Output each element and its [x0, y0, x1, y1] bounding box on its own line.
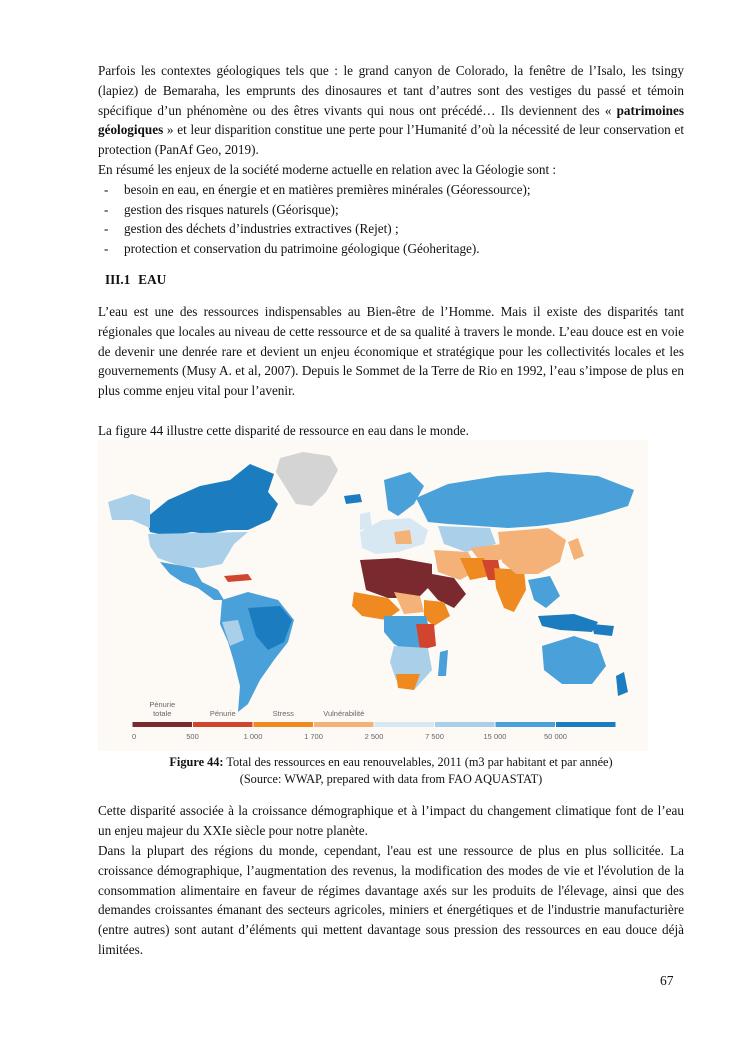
legend-swatch [314, 722, 374, 727]
legend-tick-label: 50 000 [544, 732, 567, 741]
figure-reference: La figure 44 illustre cette disparité de ressource en eau dans le monde. [98, 423, 469, 438]
section-title: EAU [138, 272, 167, 287]
bullet-dash: - [104, 240, 109, 256]
legend-swatch [556, 722, 616, 727]
water-paragraph: L’eau est une des ressources indispensables au Bien-être de l’Homme. Mais il existe des disparités tant régionales que locales au niveau de cette ressource et de sa qualité à travers le monde. L’eau douce est en voie de devenir une denrée rare et devient un enjeu économique et stratégique pour les collectivités locales et les gouvernements (Musy A. et al, 2007). Depuis le Sommet de la Terre de Rio en 1992, l’eau s’impose de plus en plus comme enjeu vital pour l’avenir. [98, 304, 684, 399]
legend-category-label: Pénurie totale [149, 700, 176, 718]
legend-tick-label: 2 500 [364, 732, 384, 741]
south-africa-shape [396, 674, 420, 690]
new-zealand-shape [616, 672, 628, 696]
intro-bold-term: patrimoines géologiques [98, 102, 684, 138]
north-africa-shape [360, 558, 432, 598]
list-item: - besoin en eau, en énergie et en matières premières minérales (Géoressource); [98, 180, 684, 200]
china-shape [498, 528, 566, 574]
scandinavia-shape [384, 472, 424, 516]
legend-swatch [496, 722, 556, 727]
bullet-dash: - [104, 221, 109, 237]
legend-swatch [193, 722, 253, 727]
page-number: 67 [660, 973, 674, 988]
disparity-paragraph: Cette disparité associée à la croissance démographique et à l’impact du changement climatique font de l’eau un enjeu majeur du XXIe siècle pour notre planète. [98, 803, 684, 838]
list-item: - gestion des risques naturels (Géorisque); [98, 200, 684, 220]
canada-shape [146, 464, 278, 536]
indonesia-shape [538, 614, 598, 632]
southeast-asia-shape [528, 576, 560, 608]
russia-shape [416, 472, 634, 528]
legend-category-label: Vulnérabilité [323, 709, 365, 718]
india-shape [494, 568, 526, 612]
list-item: - gestion des déchets d’industries extractives (Rejet) ; [98, 219, 684, 239]
intro-text-1: Parfois les contextes géologiques tels que : le grand canyon de Colorado, la fenêtre de l’Isalo, les tsingy (lapiez) de Bemaraha, les emprunts des dinosaures et tant d’autres sont des vestiges du passé et témoin spécifique d’un phénomène ou des êtres vivants qui nous ont précédé… Ils deviennent des « [98, 63, 684, 118]
intro-paragraph [98, 61, 684, 160]
legend-tick-label: 15 000 [483, 732, 507, 741]
legend-swatch [133, 722, 193, 727]
alaska-shape [108, 494, 150, 528]
mexico-shape [160, 562, 224, 600]
water-resources-figure [98, 440, 648, 751]
png-shape [592, 624, 614, 636]
summary-paragraph: En résumé les enjeux de la société moderne actuelle en relation avec la Géologie sont : [98, 162, 557, 177]
caption-text: Total des ressources en eau renouvelables, 2011 (m3 par habitant et par année) [223, 755, 613, 769]
figure-caption [98, 754, 684, 771]
australia-shape [542, 636, 606, 684]
pressure-paragraph: Dans la plupart des régions du monde, cependant, l'eau est une ressource de plus en plus sollicitée. La croissance démographique, l’augmentation des revenus, la modification des modes de vie et l'évolution de la consommation alimentaire en faveur de régimes davantage axés sur les produits de l'élevage, ainsi que des demandes croissantes émanant des secteurs agricoles, miniers et énergétiques et de l'industrie manufacturière (entre autres) sont autant d’éléments qui mettent davantage sous pression des ressources en eau douce déjà limitées. [98, 843, 684, 957]
legend-tick-label: 7 500 [425, 732, 444, 741]
bullet-dash: - [104, 182, 109, 197]
intro-text-2: » et leur disparition constitue une perte pour l’Humanité d’où la nécessité de leur conservation et protection (PanAf Geo, 2019). [98, 122, 684, 158]
legend-category-label: Pénurie [209, 709, 236, 718]
figure-source: (Source: WWAP, prepared with data from FAO AQUASTAT) [239, 772, 543, 786]
legend-tick-labels [132, 732, 567, 741]
legend-tick-label: 500 [186, 732, 199, 741]
legend-tick-label: 1 000 [243, 732, 263, 741]
section-number: III.1 [105, 272, 131, 287]
greenland-shape [276, 452, 338, 506]
world-water-map [98, 440, 648, 751]
caption-label: Figure 44: [169, 755, 224, 769]
legend-category-labels [149, 700, 364, 718]
madagascar-shape [438, 650, 448, 676]
issues-list [98, 180, 684, 258]
iceland-shape [344, 494, 362, 504]
legend-swatch [435, 722, 495, 727]
legend-tick-label: 0 [132, 732, 137, 741]
europe-stress-shape [394, 530, 412, 544]
caribbean-shape [224, 574, 252, 582]
legend-swatch [375, 722, 435, 727]
bullet-dash: - [104, 201, 109, 217]
legend-category-label: Stress [272, 709, 294, 718]
section-heading [105, 272, 174, 288]
legend-tick-label: 1 700 [304, 732, 323, 741]
legend-color-scale [133, 722, 616, 727]
list-item: - protection et conservation du patrimoine géologique (Géoheritage). [98, 239, 684, 259]
legend-swatch [254, 722, 314, 727]
korea-japan-shape [568, 538, 584, 560]
